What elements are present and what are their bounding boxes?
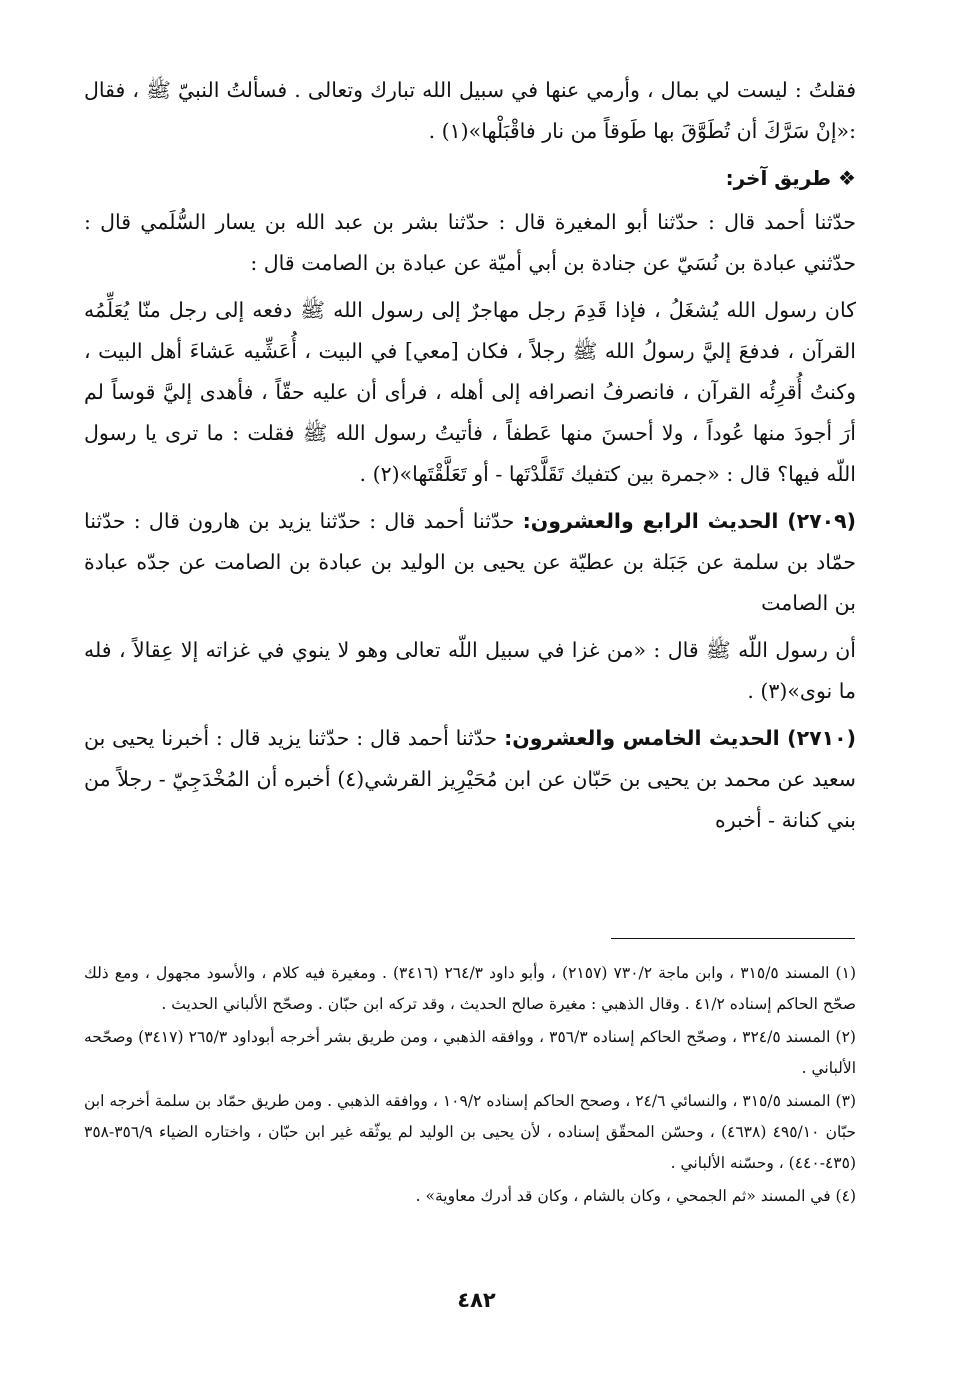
hadith-2709-chain: حدّثنا أحمد قال : حدّثنا يزيد بن هارون قال : حدّثنا حمّاد بن سلمة عن جَبَلة بن عطيّة عن يحيى بن الوليد بن عبادة بن الصامت عن جدّه عبادة بن الصامت (84, 509, 856, 615)
hadith-2710-heading: (٢٧١٠) الحديث الخامس والعشرون: (504, 726, 856, 750)
section-heading: ❖ طريق آخر: (725, 166, 856, 190)
main-text (84, 70, 856, 847)
paragraph-5: أن رسول اللّه ﷺ قال : «من غزا في سبيل اللّه تعالى وهو لا ينوي في غزاته إلا عِقالاً ، فله ما نوى»(٣) . (84, 638, 856, 703)
paragraph-1: فقلتُ : ليست لي بمال ، وأرمي عنها في سبيل الله تبارك وتعالى . فسألتُ النبيّ ﷺ ، فقال :«إنْ سَرَّكَ أن تُطَوَّقَ بها طَوقاً من نار فاقْبَلْها»(١) . (84, 78, 856, 143)
footnote-4: (٤) في المسند «ثم الجمحي ، وكان بالشام ، وكان قد أدرك معاوية» . (415, 1187, 856, 1205)
footnotes (84, 958, 856, 1214)
hadith-2709-heading: (٢٧٠٩) الحديث الرابع والعشرون: (522, 509, 856, 533)
footnote-3: (٣) المسند ٣١٥/٥ ، والنسائي ٢٤/٦ ، وصحح الحاكم إسناده ١٠٩/٢ ، ووافقه الذهبي . ومن طريق حمّاد بن سلمة أخرجه ابن حبّان ٤٩٥/١٠ (٤٦٣٨) ، وحسّن المحقّق إسناده ، لأن يحيى بن الوليد لم يوثّقه غير ابن حبّان ، واختاره الضياء ٣٥٦/٩-٣٥٨ (٤٣٥-٤٤٠) ، وحسّنه الألباني . (84, 1092, 857, 1172)
hadith-2710-chain: حدّثنا أحمد قال : حدّثنا يزيد قال : أخبرنا يحيى بن سعيد عن محمد بن يحيى بن حَبّان عن ابن مُحَيْرِيز القرشي(٤) أخبره أن المُخْدَجِيّ - رجلاً من بني كنانة - أخبره (84, 726, 856, 832)
footnote-divider (611, 938, 855, 939)
hadith-2710 (84, 718, 856, 841)
paragraph-2: حدّثنا أحمد قال : حدّثنا أبو المغيرة قال : حدّثنا بشر بن عبد الله بن يسار السُّلَمي قال : حدّثني عبادة بن نُسَيّ عن جنادة بن أبي أميّة عن عبادة بن الصامت قال : (84, 210, 856, 275)
footnote-2: (٢) المسند ٣٢٤/٥ ، وصحّح الحاكم إسناده ٣٥٦/٣ ، ووافقه الذهبي ، ومن طريق بشر أخرجه أبوداود ٢٦٥/٣ (٣٤١٧) وصحّحه الألباني . (84, 1028, 856, 1077)
paragraph-3: كان رسول الله يُشغَلُ ، فإذا قَدِمَ رجل مهاجرٌ إلى رسول الله ﷺ دفعه إلى رجل منّا يُعَلِّمُه القرآن ، فدفعَ إليَّ رسولُ الله ﷺ رجلاً ، فكان [معي] في البيت ، أُعَشِّيه عَشاءَ أهل البيت ، وكنتُ أُقرِئُه القرآن ، فانصرفُ انصرافه إلى أهله ، فرأى أن عليه حقّاً ، فأهدى إليَّ قوساً لم أرَ أجودَ منها عُوداً ، ولا أحسنَ منها عَطفاً ، فأتيتُ رسول الله ﷺ فقلت : ما ترى يا رسول اللّه فيها؟ قال : «جمرة بين كتفيك تَقَلَّدْتَها - أو تَعَلَّقْتَها»(٢) . (84, 298, 856, 486)
footnote-1: (١) المسند ٣١٥/٥ ، وابن ماجة ٧٣٠/٢ (٢١٥٧) ، وأبو داود ٢٦٤/٣ (٣٤١٦) . ومغيرة فيه كلام ، والأسود مجهول ، ومع ذلك صحّح الحاكم إسناده ٤١/٢ . وقال الذهبي : مغيرة صالح الحديث ، وقد تركه ابن حبّان . وصحّح الألباني الحديث . (84, 964, 856, 1013)
hadith-2709 (84, 501, 856, 624)
page-number: ٤٨٢ (457, 1288, 496, 1312)
